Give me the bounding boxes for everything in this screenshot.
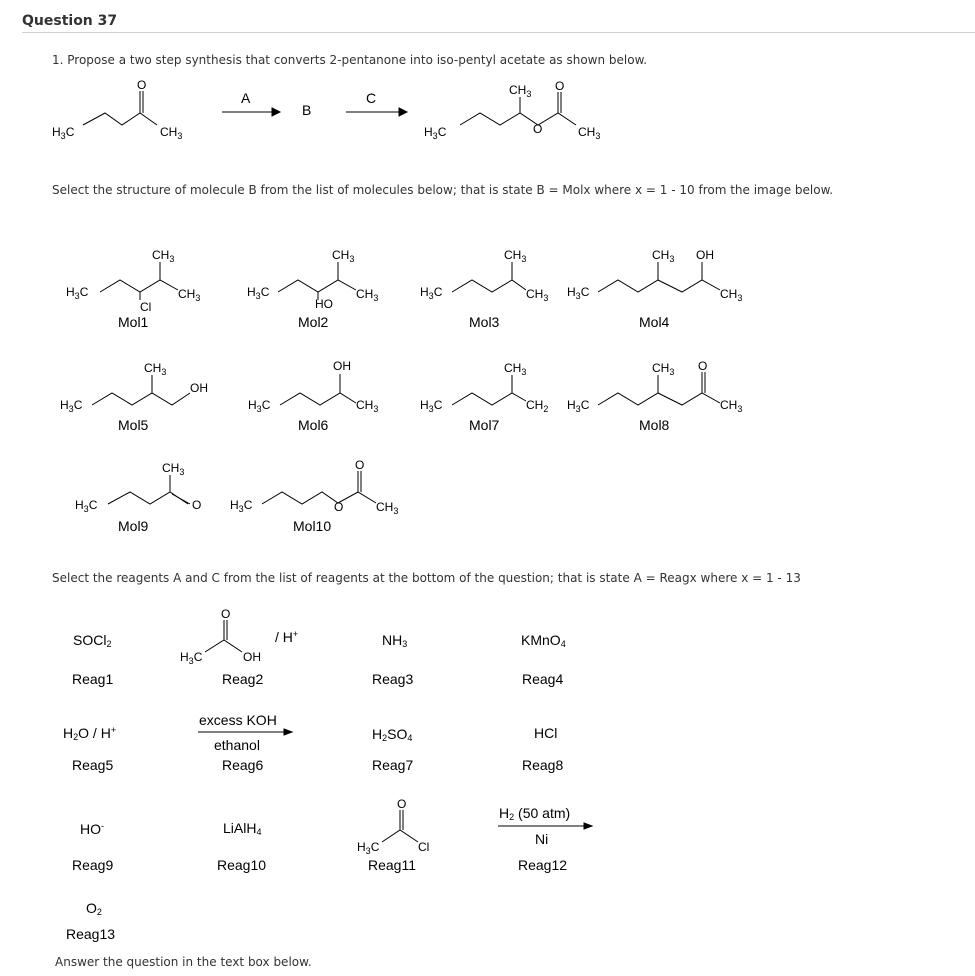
prompt-synthesis: 1. Propose a two step synthesis that converts 2-pentanone into iso-pentyl acetate as shown below. [52,53,648,67]
reag5-label: Reag5 [72,757,114,773]
reag6-formula: excess KOH [199,712,277,728]
mol2-structure [247,248,378,311]
svg-text:H3C: $H_3C$ [60,398,83,414]
svg-text:OH: OH [333,359,351,373]
answer-instruction: Answer the question in the text box below. [55,955,312,969]
mol7-label: Mol7 [469,417,500,433]
reag12-label: Reag12 [518,857,568,873]
reag1-formula: SOCl$_2$ [73,632,112,649]
svg-text:OH: OH [243,650,261,664]
svg-text:O: O [355,458,365,472]
svg-text:CH3: $CH_3$ [504,248,527,264]
svg-text:CH3: $CH_3$ [356,398,379,414]
reagent-structures [0,600,975,856]
svg-text:H3C: $H_3C$ [52,125,75,141]
svg-text:O: O [221,607,231,621]
reag12-formula: $H_2$ (50 atm) [499,805,571,822]
svg-text:H3C: $H_3C$ [567,398,590,414]
acetyl-chloride-structure [357,797,429,856]
reag1-label: Reag1 [72,671,114,687]
svg-text:CH3: $CH_3$ [720,287,743,303]
mol6-structure [248,359,378,414]
reag10-label: Reag10 [217,857,267,873]
svg-text:CH3: $CH_3$ [652,248,675,264]
svg-text:CH3: $CH_3$ [160,125,183,141]
question-title: Question 37 [22,13,118,29]
reag5-formula: $H_2O / H^+$ [63,725,117,742]
reag3-formula: $NH_3$ [382,632,408,649]
svg-text:O: O [555,79,565,93]
svg-text:CH3: $CH_3$ [526,287,549,303]
svg-text:O: O [334,500,344,514]
reag4-label: Reag4 [522,671,564,687]
reag7-label: Reag7 [372,757,414,773]
svg-text:CH3: $CH_3$ [332,248,355,264]
mol7-structure [420,361,548,414]
mol3-structure [420,248,548,303]
svg-text:Cl: Cl [418,840,430,854]
reag12-catalyst: Ni [535,831,549,847]
reag9-label: Reag9 [72,857,114,873]
mol8-label: Mol8 [639,417,670,433]
mol4-structure [567,248,742,303]
reag6-label: Reag6 [222,757,264,773]
svg-text:H3C: $H_3C$ [248,398,271,414]
svg-text:O: O [192,498,202,512]
svg-text:H3C: $H_3C$ [424,125,447,141]
mol2-label: Mol2 [298,314,329,330]
title-divider [22,32,975,33]
svg-text:H3C: $H_3C$ [247,285,270,301]
svg-text:CH2: $CH_2$ [526,398,549,414]
prompt-molecule-b: Select the structure of molecule B from the list of molecules below; that is state B = Molx where x = 1 - 10 from the image below. [52,183,834,197]
acetic-acid-structure [180,607,261,666]
mol1-structure [66,248,200,314]
svg-text:H3C: $H_3C$ [66,285,89,301]
arrow-c-label: C [366,90,377,106]
svg-text:CH3: $CH_3$ [509,83,532,99]
reag11-label: Reag11 [368,857,417,873]
reag6-solvent: ethanol [214,737,260,753]
molecule-b-label: B [302,102,312,118]
svg-text:HO: HO [315,297,333,311]
mol10-label: Mol10 [293,518,332,534]
svg-text:CH3: $CH_3$ [720,398,743,414]
svg-text:CH3: $CH_3$ [578,125,601,141]
svg-text:H3C: $H_3C$ [420,398,443,414]
svg-text:Cl: Cl [140,300,152,314]
svg-text:CH3: $CH_3$ [144,361,167,377]
reag10-formula: LiAlH$_4$ [223,820,262,837]
arrow-a-label: A [241,90,251,106]
svg-text:O: O [397,797,407,811]
svg-text:CH3: $CH_3$ [652,361,675,377]
svg-text:CH3: $CH_3$ [504,361,527,377]
svg-text:H3C: $H_3C$ [180,650,203,666]
reag2-label: Reag2 [222,671,264,687]
svg-text:CH3: $CH_3$ [178,287,201,303]
mol5-label: Mol5 [118,417,149,433]
svg-text:OH: OH [190,381,208,395]
svg-text:CH3: $CH_3$ [162,461,185,477]
mol1-label: Mol1 [118,314,149,330]
mol6-label: Mol6 [298,417,329,433]
mol3-label: Mol3 [469,314,500,330]
svg-text:CH3: $CH_3$ [376,500,399,516]
reag13-formula: $O_2$ [86,900,102,917]
svg-text:O: O [137,78,147,92]
mol8-structure [567,359,742,414]
reag7-formula: $H_2SO_4$ [372,726,413,743]
svg-text:O: O [533,122,543,136]
reag8-formula: HCl [534,725,558,741]
prompt-reagents: Select the reagents A and C from the list of reagents at the bottom of the question; that is state A = Reagx where x = 1 - 13 [52,571,801,585]
svg-text:OH: OH [696,248,714,262]
reag4-formula: KMnO$_4$ [521,632,566,649]
svg-text:H3C: $H_3C$ [567,285,590,301]
isopentyl-acetate-structure [424,79,600,141]
reag2-formula: / H+ [275,629,299,645]
svg-text:O: O [698,359,708,373]
svg-text:H3C: $H_3C$ [357,840,380,856]
svg-text:H3C: $H_3C$ [75,498,98,514]
mol4-label: Mol4 [639,314,670,330]
svg-text:H3C: $H_3C$ [230,498,253,514]
molecule-structures [0,240,975,540]
svg-text:CH3: $CH_3$ [152,248,175,264]
reag8-label: Reag8 [522,757,564,773]
scheme-structures [0,80,975,150]
mol10-structure [230,458,398,516]
mol9-label: Mol9 [118,518,149,534]
svg-text:CH3: $CH_3$ [356,287,379,303]
mol9-structure [75,461,201,514]
reag9-formula: HO- [80,821,104,837]
mol5-structure [60,361,208,414]
2-pentanone-structure [52,78,182,141]
reag13-label: Reag13 [66,926,116,942]
svg-text:H3C: $H_3C$ [420,285,443,301]
reag3-label: Reag3 [372,671,414,687]
